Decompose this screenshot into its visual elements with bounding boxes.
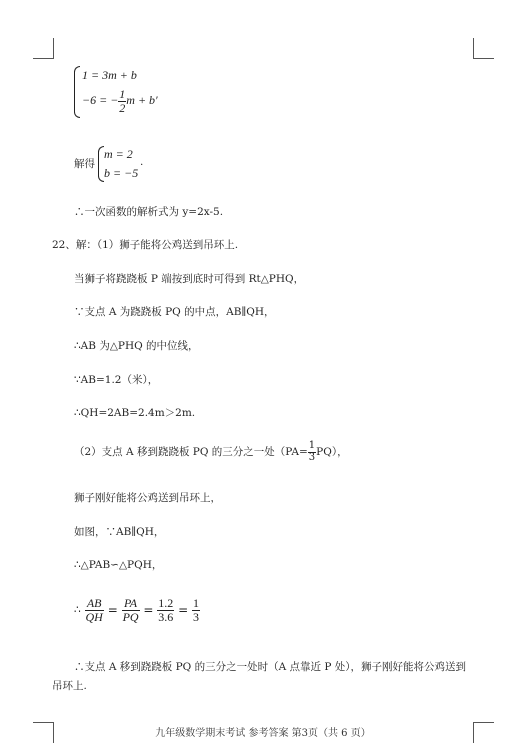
q22-line-7: 狮子刚好能将公鸡送到吊环上， [74, 492, 221, 504]
system-line-1: 1 = 3m + b [82, 68, 137, 82]
q22-line-9: ∴△PAB∽△PQH， [74, 559, 163, 571]
fraction-pa-pq: $\frac{PA}{PQ}$ [122, 596, 139, 624]
q22-heading: 22、解：（1）狮子能将公鸡送到吊环上. [52, 239, 239, 251]
crop-mark-top-left [33, 38, 54, 59]
q22-line-5: ∴QH=2AB=2.4m＞2m. [74, 407, 196, 419]
q22-line-8: 如图，∵AB∥QH， [74, 526, 165, 538]
fraction-1-3: $\frac{1}{3}$ [193, 596, 200, 624]
q22-conclusion-line-a: ∴支点 A 移到跷跷板 PQ 的三分之一处时（A 点靠近 P 处），狮子刚好能将公鸡送到 [74, 661, 467, 673]
system-line-2: −6 = − $\frac{1}{2}$ m + b′ [82, 87, 158, 115]
crop-mark-top-right [473, 38, 494, 59]
q22-line-3: ∴AB 为△PHQ 的中位线， [74, 340, 199, 352]
q22-line-1: 当狮子将跷跷板 P 端按到底时可得到 Rt△PHQ， [74, 273, 305, 285]
q22-line-4: ∵AB=1.2（米）， [74, 374, 159, 386]
fraction-ab-qh: $\frac{AB}{QH}$ [85, 596, 103, 624]
fraction-1-2-3-6: $\frac{1.2}{3.6}$ [158, 596, 174, 624]
pa-fraction: $\frac{1}{3}$ [308, 440, 316, 463]
proportion-equation: ∴ $\frac{AB}{QH}$ = $\frac{PA}{PQ}$ = $\frac{1.2}{3.6}$ = $\frac{1}{3}$ [74, 596, 200, 624]
solve-label: 解得 [74, 158, 95, 170]
q22-line-2: ∵支点 A 为跷跷板 PQ 的中点，AB∥QH， [74, 306, 275, 318]
solve-line-2: b = −5 [104, 166, 139, 180]
solve-line-1: m = 2 [104, 147, 133, 161]
conclusion-line-1: ∴一次函数的解析式为 y=2x-5. [74, 206, 224, 218]
q22-line-6: （2）支点 A 移到跷跷板 PQ 的三分之一处（PA= $\frac{1}{3}$ PQ）， [74, 440, 348, 463]
system-brace [74, 66, 80, 118]
solve-tail: . [140, 156, 144, 168]
q22-conclusion-line-b: 吊环上. [52, 680, 87, 692]
system-fraction: $\frac{1}{2}$ [119, 87, 126, 115]
page-footer: 九年级数学期末考试 参考答案 第3页（共 6 页） [155, 728, 371, 739]
